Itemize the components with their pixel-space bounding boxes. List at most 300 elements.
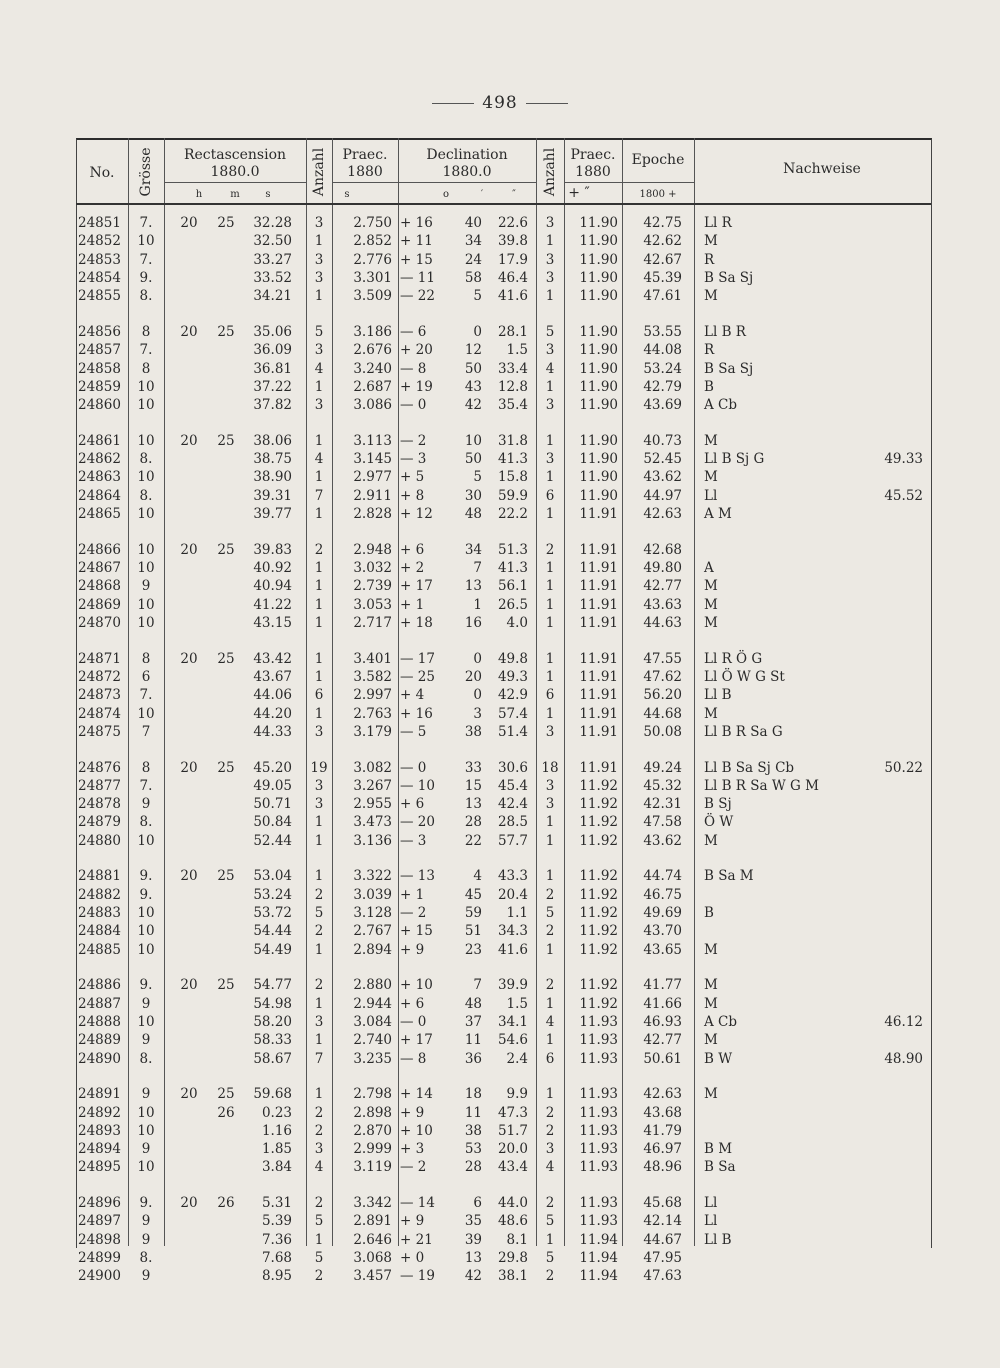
decl-seconds: 22.6 — [497, 215, 528, 231]
table-row — [0, 723, 1000, 741]
star-number: 24872 — [78, 668, 121, 685]
epoche: 43.62 — [643, 832, 682, 849]
side-note: 46.12 — [884, 1013, 923, 1030]
praec-ra: 2.798 — [353, 1086, 392, 1103]
praec-ra: 2.717 — [353, 614, 392, 631]
decl-degrees: — 14 — [400, 1195, 435, 1212]
count-decl: 1 — [545, 233, 555, 250]
count-ra: 6 — [314, 687, 324, 704]
count-decl: 1 — [545, 705, 555, 722]
decl-seconds: 4.0 — [506, 614, 528, 631]
count-ra: 3 — [314, 796, 324, 813]
epoche: 45.39 — [643, 269, 682, 286]
ra-hours: 20 — [180, 977, 198, 994]
praec-decl: 11.94 — [579, 1231, 618, 1248]
star-number: 24852 — [78, 233, 121, 250]
decl-minutes: 59 — [464, 905, 482, 921]
count-decl: 1 — [545, 578, 555, 595]
decl-degrees: + 20 — [400, 342, 433, 359]
decl-degrees: + 6 — [400, 995, 425, 1012]
ra-seconds: 37.82 — [253, 397, 292, 414]
star-number: 24871 — [78, 650, 121, 667]
magnitude: 8 — [141, 323, 151, 340]
decl-seconds: 46.4 — [497, 269, 528, 286]
praec-ra: 3.473 — [353, 814, 392, 831]
decl-minutes: 13 — [464, 1250, 482, 1266]
praec-ra: 3.322 — [353, 868, 392, 885]
ra-seconds: 0.23 — [261, 1104, 292, 1121]
praec-ra: 3.301 — [353, 269, 392, 286]
decl-seconds: 31.8 — [497, 432, 528, 449]
count-ra: 5 — [314, 323, 324, 340]
epoche: 42.62 — [643, 233, 682, 250]
table-row — [0, 577, 1000, 595]
praec-decl: 11.90 — [579, 432, 618, 449]
count-ra: 1 — [314, 1231, 324, 1248]
epoche: 47.95 — [643, 1250, 682, 1266]
ra-seconds: 36.09 — [253, 342, 292, 359]
decl-minutes: 3 — [473, 705, 482, 722]
ra-seconds: 43.42 — [253, 650, 292, 667]
praec-decl: 11.90 — [579, 288, 618, 305]
magnitude: 7. — [139, 777, 153, 794]
header-ra-title: Rectascension — [183, 147, 287, 163]
praec-decl: 11.92 — [579, 777, 618, 794]
ra-seconds: 59.68 — [253, 1086, 292, 1103]
side-note: 48.90 — [884, 1050, 923, 1067]
table-row — [0, 995, 1000, 1013]
nachweise: B W — [704, 1050, 733, 1067]
magnitude: 10 — [137, 560, 155, 576]
decl-degrees: — 3 — [400, 832, 427, 849]
epoche: 40.73 — [643, 432, 682, 449]
epoche: 43.68 — [643, 1104, 682, 1121]
count-ra: 1 — [314, 233, 324, 250]
ra-seconds: 40.92 — [253, 560, 292, 576]
praec-ra: 2.891 — [353, 1213, 392, 1230]
table-row — [0, 795, 1000, 813]
ra-seconds: 54.44 — [253, 923, 292, 940]
count-ra: 1 — [314, 868, 324, 885]
epoche: 44.67 — [643, 1231, 682, 1248]
table-row — [0, 214, 1000, 232]
magnitude: 10 — [137, 941, 155, 958]
epoche: 52.45 — [643, 451, 682, 468]
ra-seconds: 1.16 — [261, 1122, 292, 1139]
decl-degrees: — 2 — [400, 905, 427, 921]
epoche: 44.74 — [643, 868, 682, 885]
decl-degrees: + 9 — [400, 1213, 425, 1230]
table-row — [0, 777, 1000, 795]
nachweise: R — [704, 342, 715, 359]
table-row — [0, 360, 1000, 378]
decl-minutes: 16 — [464, 614, 482, 631]
decl-degrees: — 8 — [400, 360, 427, 377]
ra-seconds: 5.31 — [261, 1195, 292, 1212]
decl-seconds: 41.3 — [497, 451, 528, 468]
praec-decl: 11.92 — [579, 941, 618, 958]
header-nachweise: Nachweise — [783, 161, 861, 177]
star-number: 24869 — [78, 596, 121, 613]
epoche: 46.75 — [643, 886, 682, 903]
ra-seconds: 3.84 — [261, 1159, 292, 1176]
table-row — [0, 1140, 1000, 1158]
decl-minutes: 42 — [464, 1268, 482, 1285]
praec-ra: 3.186 — [353, 323, 392, 340]
praec-decl: 11.91 — [579, 614, 618, 631]
nachweise: Ll R — [704, 215, 732, 231]
decl-minutes: 34 — [464, 541, 482, 558]
epoche: 42.79 — [643, 378, 682, 395]
praec-decl: 11.91 — [579, 723, 618, 740]
epoche: 43.70 — [643, 923, 682, 940]
epoche: 50.61 — [643, 1050, 682, 1067]
decl-seconds: 15.8 — [497, 469, 528, 486]
ra-seconds: 32.50 — [253, 233, 292, 250]
count-decl: 1 — [545, 1086, 555, 1103]
epoche: 42.68 — [643, 541, 682, 558]
praec-decl: 11.92 — [579, 886, 618, 903]
decl-minutes: 4 — [473, 868, 482, 885]
star-number: 24894 — [78, 1141, 121, 1158]
ra-minutes: 25 — [217, 650, 235, 667]
praec-ra: 3.267 — [353, 777, 392, 794]
table-row — [0, 759, 1000, 777]
praec-ra: 3.082 — [353, 759, 392, 776]
count-decl: 1 — [545, 469, 555, 486]
nachweise: M — [704, 469, 718, 486]
decl-minutes: 48 — [464, 506, 482, 522]
ra-hours: 20 — [180, 323, 198, 340]
count-decl: 1 — [545, 378, 555, 395]
count-decl: 1 — [545, 868, 555, 885]
table-row — [0, 904, 1000, 922]
epoche: 47.62 — [643, 668, 682, 685]
count-decl: 4 — [545, 1013, 555, 1030]
star-number: 24862 — [78, 451, 121, 468]
praec-ra: 3.136 — [353, 832, 392, 849]
count-decl: 3 — [545, 796, 555, 813]
decl-degrees: — 0 — [400, 1013, 427, 1030]
nachweise: R — [704, 251, 715, 268]
header-decl-min: ′ — [480, 189, 484, 200]
star-number: 24884 — [78, 923, 121, 940]
star-number: 24858 — [78, 360, 121, 377]
decl-degrees: — 17 — [400, 650, 435, 667]
nachweise: B Sa M — [704, 868, 754, 885]
decl-minutes: 51 — [464, 923, 482, 940]
praec-ra: 3.084 — [353, 1013, 392, 1030]
header-epoche: Epoche — [631, 152, 685, 168]
star-number: 24866 — [78, 541, 121, 558]
praec-ra: 2.894 — [353, 941, 392, 958]
count-ra: 1 — [314, 578, 324, 595]
decl-degrees: — 25 — [400, 668, 435, 685]
nachweise: Ll B — [704, 1231, 732, 1248]
table-row — [0, 922, 1000, 940]
decl-seconds: 51.3 — [497, 541, 528, 558]
count-decl: 1 — [545, 506, 555, 522]
ra-hours: 20 — [180, 215, 198, 231]
praec-decl: 11.93 — [579, 1213, 618, 1230]
ra-seconds: 39.77 — [253, 506, 292, 522]
table-row — [0, 650, 1000, 668]
decl-degrees: — 19 — [400, 1268, 435, 1285]
epoche: 42.77 — [643, 1032, 682, 1049]
ra-seconds: 44.20 — [253, 705, 292, 722]
magnitude: 8. — [139, 1250, 153, 1266]
decl-seconds: 1.1 — [506, 905, 528, 921]
decl-seconds: 51.4 — [497, 723, 528, 740]
decl-seconds: 20.4 — [497, 886, 528, 903]
table-row — [0, 505, 1000, 523]
ra-seconds: 50.71 — [253, 796, 292, 813]
decl-degrees: — 0 — [400, 759, 427, 776]
count-decl: 18 — [541, 759, 559, 776]
table-row — [0, 341, 1000, 359]
table-row — [0, 1194, 1000, 1212]
count-ra: 3 — [314, 397, 324, 414]
table-row — [0, 1158, 1000, 1176]
count-ra: 1 — [314, 1086, 324, 1103]
decl-minutes: 5 — [473, 469, 482, 486]
decl-seconds: 30.6 — [497, 759, 528, 776]
praec-ra: 2.870 — [353, 1122, 392, 1139]
ra-seconds: 43.15 — [253, 614, 292, 631]
epoche: 46.93 — [643, 1013, 682, 1030]
decl-degrees: + 15 — [400, 923, 433, 940]
header-ra-epoch: 1880.0 — [210, 164, 260, 180]
decl-minutes: 39 — [464, 1231, 482, 1248]
count-ra: 1 — [314, 506, 324, 522]
epoche: 49.24 — [643, 759, 682, 776]
table-row — [0, 1267, 1000, 1285]
praec-decl: 11.94 — [579, 1268, 618, 1285]
decl-minutes: 1 — [473, 596, 482, 613]
count-ra: 1 — [314, 1032, 324, 1049]
epoche: 42.63 — [643, 1086, 682, 1103]
ra-seconds: 44.33 — [253, 723, 292, 740]
praec-ra: 2.740 — [353, 1032, 392, 1049]
praec-ra: 3.509 — [353, 288, 392, 305]
star-number: 24863 — [78, 469, 121, 486]
epoche: 43.63 — [643, 596, 682, 613]
count-ra: 1 — [314, 378, 324, 395]
decl-minutes: 6 — [473, 1195, 482, 1212]
praec-decl: 11.92 — [579, 832, 618, 849]
decl-minutes: 53 — [464, 1141, 482, 1158]
ra-seconds: 35.06 — [253, 323, 292, 340]
praec-decl: 11.90 — [579, 323, 618, 340]
ra-seconds: 34.21 — [253, 288, 292, 305]
decl-degrees: + 0 — [400, 1250, 425, 1266]
decl-degrees: + 17 — [400, 578, 433, 595]
table-row — [0, 468, 1000, 486]
decl-degrees: + 10 — [400, 977, 433, 994]
count-ra: 3 — [314, 251, 324, 268]
praec-decl: 11.93 — [579, 1141, 618, 1158]
header-ra-m: m — [230, 189, 240, 200]
magnitude: 9 — [141, 1213, 151, 1230]
ra-seconds: 32.28 — [253, 215, 292, 231]
ra-minutes: 25 — [217, 215, 235, 231]
count-ra: 2 — [314, 1122, 324, 1139]
praec-decl: 11.93 — [579, 1013, 618, 1030]
epoche: 45.68 — [643, 1195, 682, 1212]
ra-seconds: 38.06 — [253, 432, 292, 449]
decl-seconds: 20.0 — [497, 1141, 528, 1158]
nachweise: M — [704, 977, 718, 994]
count-decl: 1 — [545, 941, 555, 958]
magnitude: 10 — [137, 923, 155, 940]
count-decl: 5 — [545, 1250, 555, 1266]
magnitude: 8. — [139, 288, 153, 305]
decl-degrees: + 14 — [400, 1086, 433, 1103]
ra-seconds: 41.22 — [253, 596, 292, 613]
decl-seconds: 42.9 — [497, 687, 528, 704]
decl-seconds: 59.9 — [497, 487, 528, 504]
star-number: 24900 — [78, 1268, 121, 1285]
ra-seconds: 49.05 — [253, 777, 292, 794]
decl-seconds: 57.7 — [497, 832, 528, 849]
praec-decl: 11.90 — [579, 378, 618, 395]
table-row — [0, 813, 1000, 831]
epoche: 42.63 — [643, 506, 682, 522]
praec-decl: 11.90 — [579, 269, 618, 286]
decl-seconds: 8.1 — [506, 1231, 528, 1248]
table-row — [0, 450, 1000, 468]
decl-degrees: + 9 — [400, 941, 425, 958]
ra-minutes: 26 — [217, 1195, 235, 1212]
count-ra: 3 — [314, 777, 324, 794]
count-ra: 3 — [314, 1141, 324, 1158]
decl-minutes: 48 — [464, 995, 482, 1012]
star-number: 24876 — [78, 759, 121, 776]
epoche: 44.08 — [643, 342, 682, 359]
praec-decl: 11.91 — [579, 759, 618, 776]
ra-seconds: 39.31 — [253, 487, 292, 504]
decl-minutes: 34 — [464, 233, 482, 250]
table-row — [0, 432, 1000, 450]
praec-decl: 11.93 — [579, 1122, 618, 1139]
star-number: 24882 — [78, 886, 121, 903]
magnitude: 10 — [137, 432, 155, 449]
praec-decl: 11.91 — [579, 687, 618, 704]
praec-ra: 2.646 — [353, 1231, 392, 1248]
praec-decl: 11.90 — [579, 360, 618, 377]
side-note: 49.33 — [884, 451, 923, 468]
praec-ra: 2.997 — [353, 687, 392, 704]
decl-minutes: 13 — [464, 796, 482, 813]
praec-ra: 3.113 — [353, 432, 392, 449]
nachweise: Ll B Sa Sj Cb — [704, 759, 795, 776]
table-row — [0, 1031, 1000, 1049]
table-row — [0, 1249, 1000, 1267]
decl-degrees: + 21 — [400, 1231, 433, 1248]
header-ra-h: h — [195, 189, 203, 200]
praec-ra: 2.898 — [353, 1104, 392, 1121]
magnitude: 10 — [137, 378, 155, 395]
magnitude: 10 — [137, 1159, 155, 1176]
nachweise: M — [704, 432, 718, 449]
decl-minutes: 38 — [464, 1122, 482, 1139]
decl-seconds: 41.3 — [497, 560, 528, 576]
decl-minutes: 11 — [464, 1104, 482, 1121]
epoche: 48.96 — [643, 1159, 682, 1176]
decl-degrees: + 4 — [400, 687, 425, 704]
ra-seconds: 37.22 — [253, 378, 292, 395]
decl-minutes: 38 — [464, 723, 482, 740]
header-praec-2-year: 1880 — [575, 164, 611, 180]
decl-seconds: 29.8 — [497, 1250, 528, 1266]
count-decl: 3 — [545, 397, 555, 414]
nachweise: Ll B R Sa W G M — [704, 777, 819, 794]
praec-ra: 3.342 — [353, 1195, 392, 1212]
header-no: No. — [89, 165, 115, 181]
decl-seconds: 39.8 — [497, 233, 528, 250]
count-ra: 3 — [314, 1013, 324, 1030]
epoche: 42.75 — [643, 215, 682, 231]
decl-minutes: 42 — [464, 397, 482, 414]
count-ra: 3 — [314, 342, 324, 359]
decl-degrees: — 3 — [400, 451, 427, 468]
count-decl: 1 — [545, 668, 555, 685]
star-number: 24893 — [78, 1122, 121, 1139]
decl-degrees: — 5 — [400, 723, 427, 740]
praec-ra: 2.763 — [353, 705, 392, 722]
decl-minutes: 15 — [464, 777, 482, 794]
count-decl: 2 — [545, 886, 555, 903]
magnitude: 10 — [137, 469, 155, 486]
magnitude: 8 — [141, 360, 151, 377]
nachweise: M — [704, 614, 718, 631]
decl-seconds: 45.4 — [497, 777, 528, 794]
count-decl: 1 — [545, 614, 555, 631]
epoche: 41.77 — [643, 977, 682, 994]
magnitude: 7. — [139, 215, 153, 231]
table-row — [0, 1013, 1000, 1031]
ra-seconds: 50.84 — [253, 814, 292, 831]
star-number: 24890 — [78, 1050, 121, 1067]
decl-minutes: 40 — [464, 215, 482, 231]
decl-seconds: 26.5 — [497, 596, 528, 613]
ra-seconds: 58.33 — [253, 1032, 292, 1049]
decl-seconds: 2.4 — [506, 1050, 528, 1067]
magnitude: 9 — [141, 578, 151, 595]
count-ra: 3 — [314, 269, 324, 286]
table-row — [0, 832, 1000, 850]
epoche: 41.66 — [643, 995, 682, 1012]
magnitude: 9 — [141, 1268, 151, 1285]
count-ra: 2 — [314, 541, 324, 558]
praec-ra: 3.068 — [353, 1250, 392, 1266]
star-number: 24879 — [78, 814, 121, 831]
count-ra: 7 — [314, 487, 324, 504]
count-decl: 2 — [545, 1268, 555, 1285]
table-row — [0, 668, 1000, 686]
nachweise: B Sa Sj — [704, 269, 754, 286]
side-note: 45.52 — [884, 487, 923, 504]
epoche: 42.67 — [643, 251, 682, 268]
count-decl: 4 — [545, 360, 555, 377]
decl-seconds: 35.4 — [497, 397, 528, 414]
decl-degrees: + 11 — [400, 233, 433, 250]
star-number: 24855 — [78, 288, 121, 305]
count-ra: 1 — [314, 596, 324, 613]
praec-decl: 11.91 — [579, 596, 618, 613]
praec-decl: 11.92 — [579, 905, 618, 921]
count-decl: 3 — [545, 451, 555, 468]
